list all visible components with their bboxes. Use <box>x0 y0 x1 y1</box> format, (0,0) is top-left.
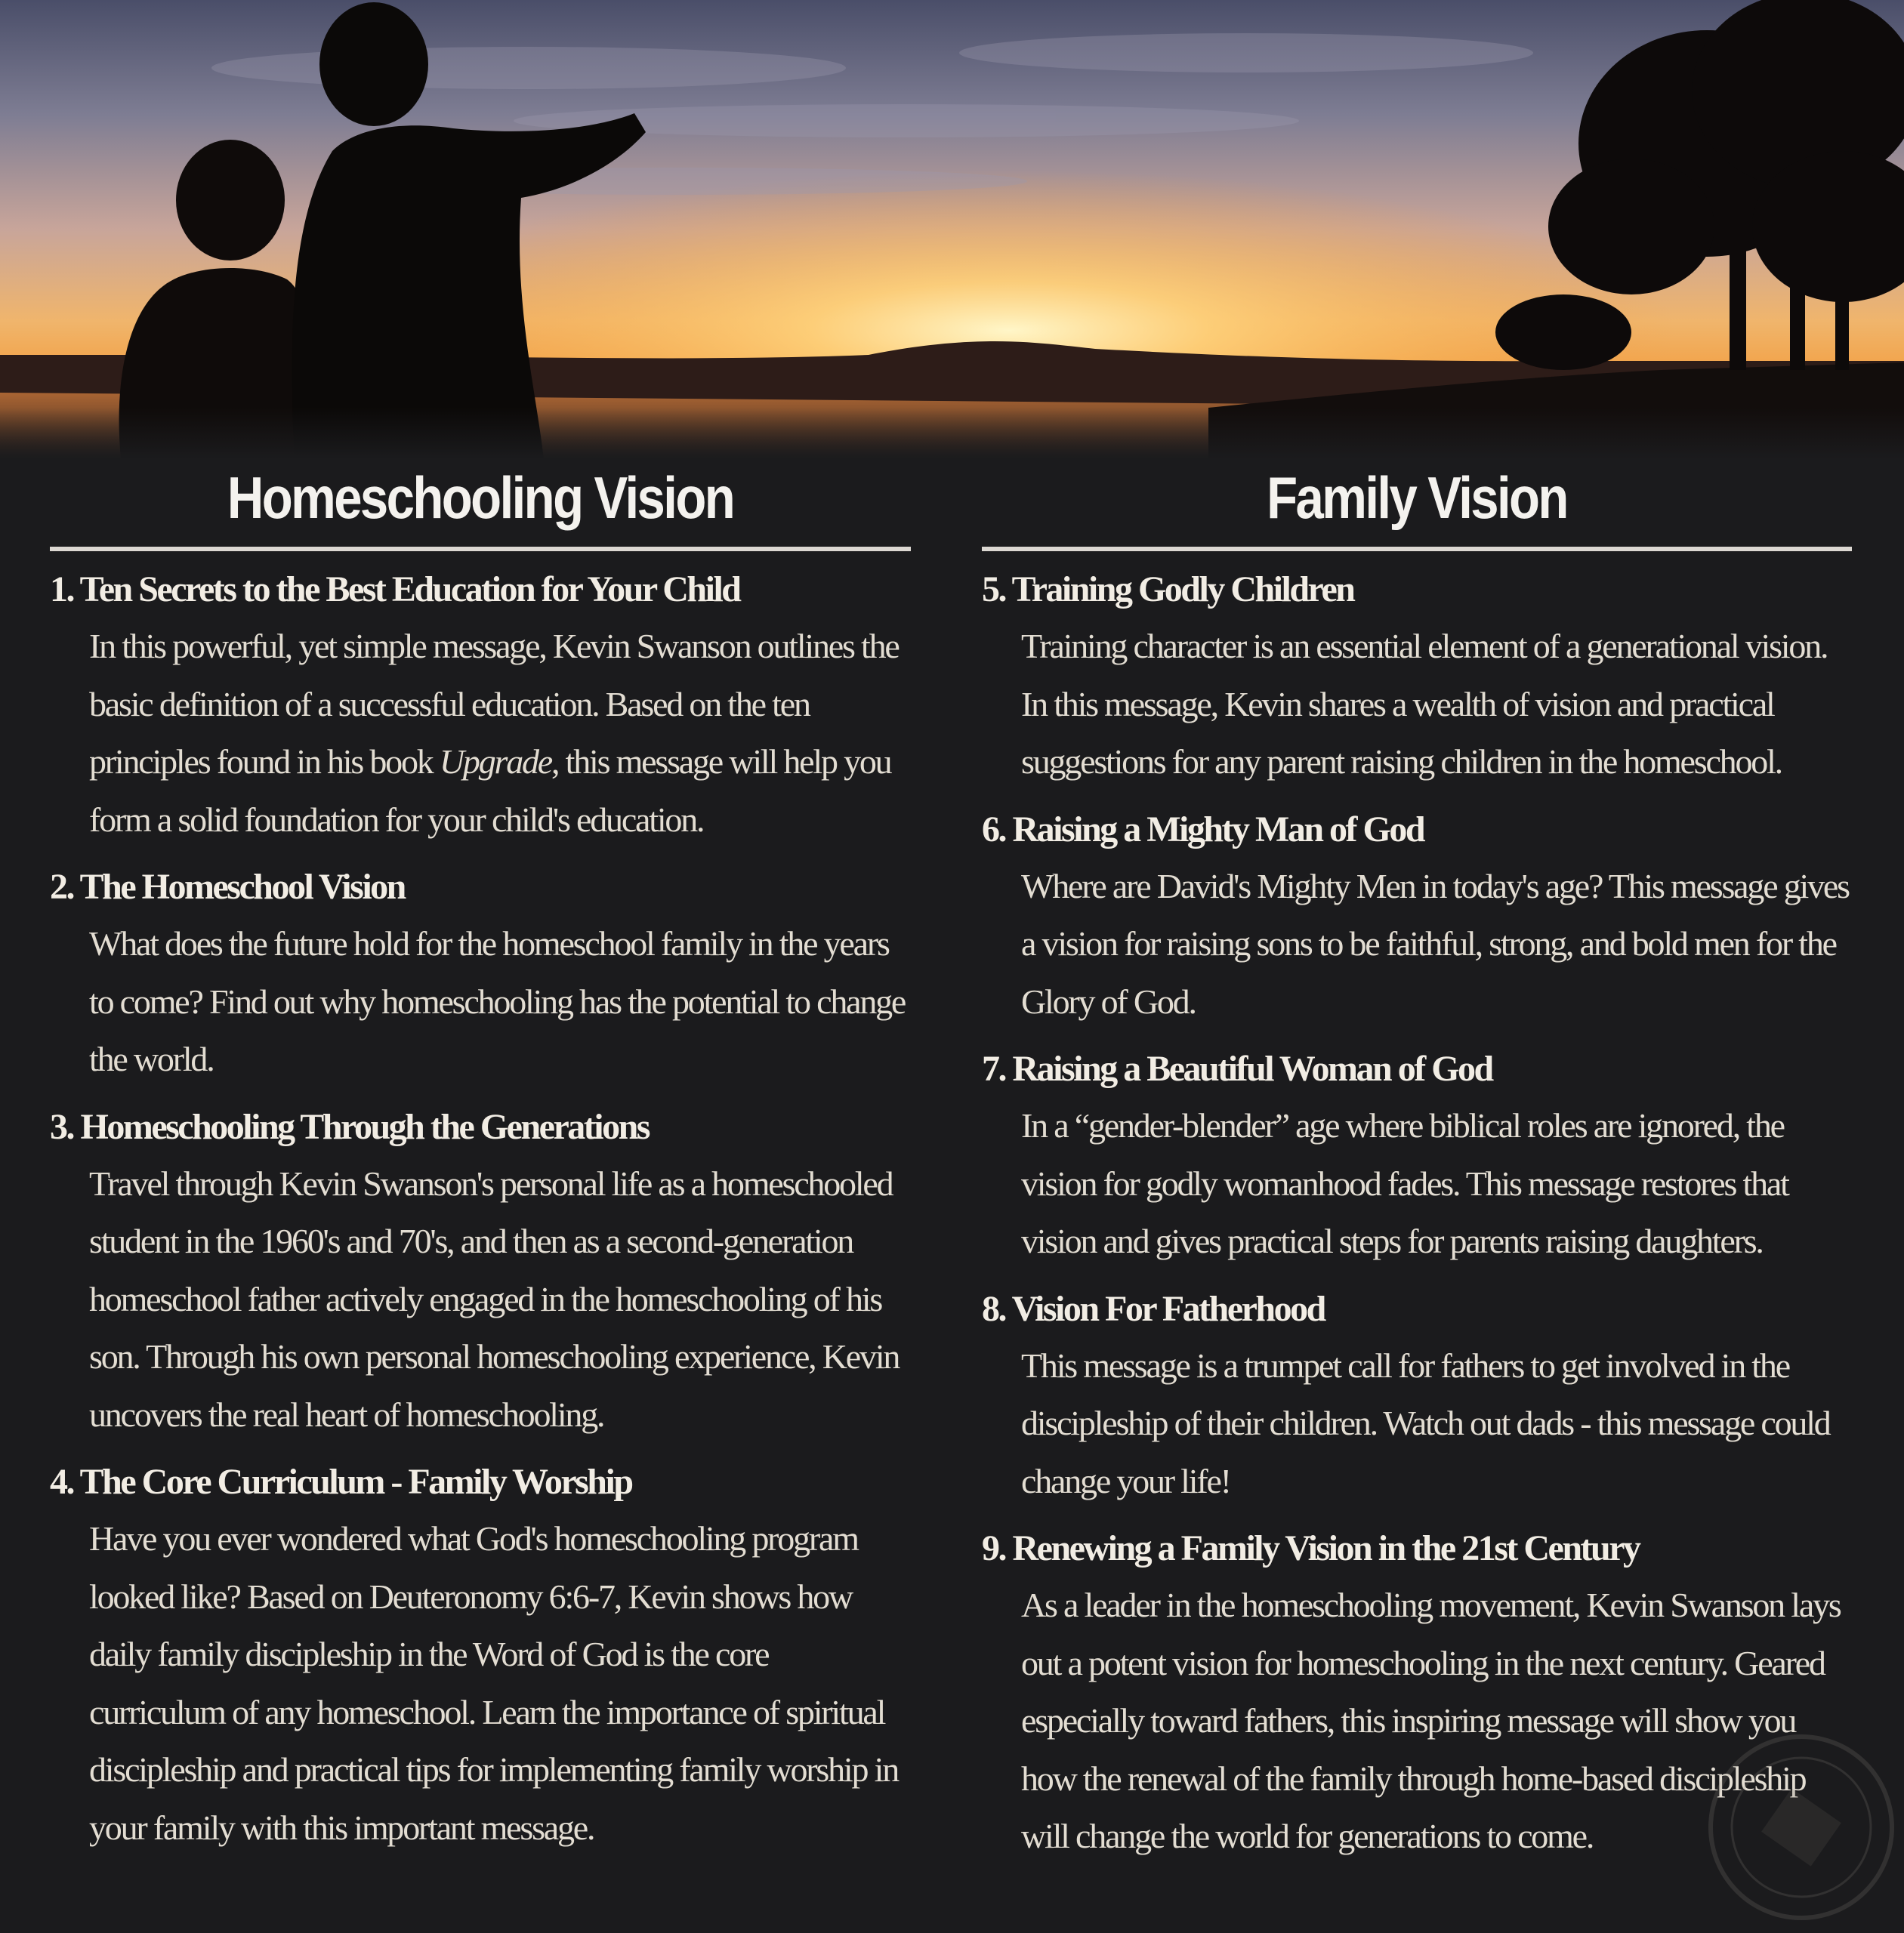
message-description <box>89 618 911 849</box>
homeschooling-vision-column <box>50 464 911 1867</box>
message-item <box>50 859 911 1089</box>
book-title: Upgrade <box>439 742 552 781</box>
message-item <box>50 1454 911 1857</box>
message-item <box>982 802 1852 1031</box>
message-description: What does the future hold for the homeschool family in the years to come? Find out why homeschooling has the potential to change the world. <box>89 924 906 1078</box>
faint-seal-watermark <box>1699 1725 1903 1929</box>
message-title: 6. Raising a Mighty Man of God <box>982 809 1424 849</box>
message-description: This message is a trumpet call for fathers to get involved in the discipleship of their children. Watch out dads - this message could change your life! <box>1021 1346 1830 1500</box>
description-text: , this message will help you form a solid foundation for your child's education. <box>89 742 891 839</box>
message-description: Travel through Kevin Swanson's personal life as a homeschooled student in the 1960's and 70's, and then as a second-generation homeschool father actively engaged in the homeschooling of his son. Through his own personal homeschooling experience, Kevin uncovers the real heart of homeschooling. <box>89 1164 900 1434</box>
family-vision-column <box>982 464 1852 1876</box>
message-title: 5. Training Godly Children <box>982 569 1354 609</box>
message-description: As a leader in the homeschooling movement, Kevin Swanson lays out a potent vision for homeschooling in the next century. Geared especially toward fathers, this inspiring message will show you how the renewal of the family through home-based discipleship will change the world for generations to come. <box>1021 1586 1841 1855</box>
message-title: 9. Renewing a Family Vision in the 21st Century <box>982 1528 1640 1568</box>
message-title: 1. Ten Secrets to the Best Education for Your Child <box>50 569 740 609</box>
message-description: Where are David's Mighty Men in today's age? This message gives a vision for raising sons to be faithful, strong, and bold men for the Glory of God. <box>1021 866 1849 1021</box>
hero-photo-sunset-silhouette <box>0 0 1904 459</box>
message-description: Have you ever wondered what God's homeschooling program looked like? Based on Deuteronomy 6:6-7, Kevin shows how daily family discipleship in the Word of God is the core curriculum of any homeschool. Learn the importance of spiritual discipleship and practical tips for implementing family worship in your family with this important message. <box>89 1519 898 1847</box>
message-item <box>982 562 1852 791</box>
description-text: In this powerful, yet simple message, Kevin Swanson outlines the basic definition of a successful education. Based on the ten principles found in his book <box>89 627 899 781</box>
message-item <box>982 1041 1852 1271</box>
message-title: 8. Vision For Fatherhood <box>982 1288 1325 1329</box>
message-title: 4. The Core Curriculum - Family Worship <box>50 1462 632 1502</box>
message-item <box>50 562 911 849</box>
column-heading: Homeschooling Vision <box>227 464 734 531</box>
heading-rule <box>982 547 1852 551</box>
message-title: 3. Homeschooling Through the Generations <box>50 1106 649 1147</box>
heading-rule <box>50 547 911 551</box>
message-title: 7. Raising a Beautiful Woman of God <box>982 1049 1492 1089</box>
message-title: 2. The Homeschool Vision <box>50 867 405 907</box>
message-item <box>982 1281 1852 1511</box>
message-item <box>50 1099 911 1444</box>
message-description: Training character is an essential element of a generational vision. In this message, Kevin shares a wealth of vision and practical suggestions for any parent raising children in the homeschool. <box>1021 627 1828 781</box>
message-description: In a “gender-blender” age where biblical roles are ignored, the vision for godly womanhood fades. This message restores that vision and gives practical steps for parents raising daughters. <box>1021 1106 1788 1260</box>
column-heading: Family Vision <box>1267 464 1567 531</box>
